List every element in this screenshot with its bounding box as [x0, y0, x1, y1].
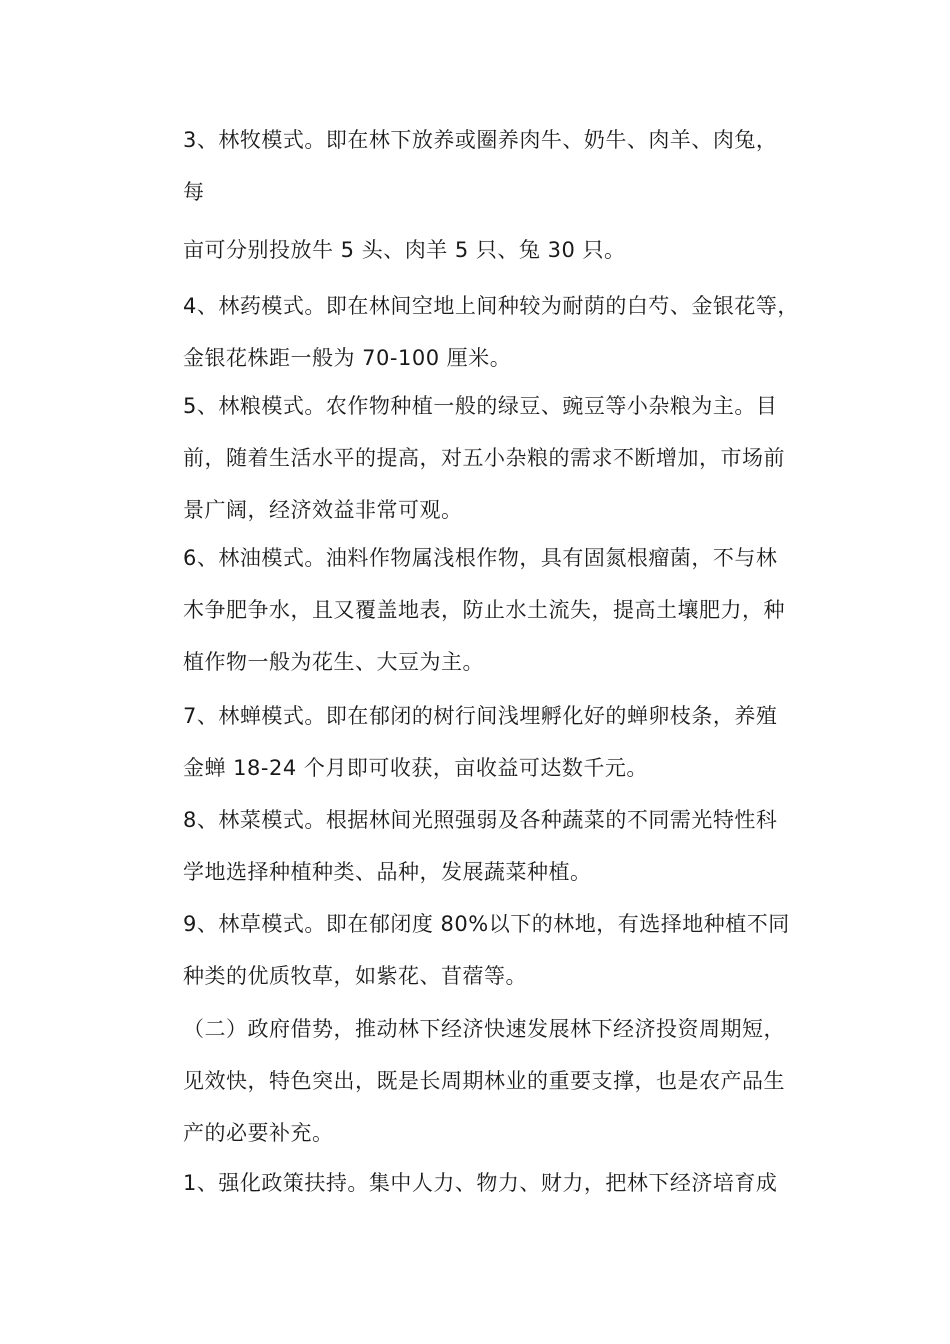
- text-line: 8、林菜模式。根据林间光照强弱及各种蔬菜的不同需光特性科: [183, 808, 778, 832]
- text-line: 每: [183, 180, 205, 204]
- paragraph-forest-cicada: [183, 690, 823, 794]
- text-line: 景广阔，经济效益非常可观。: [183, 498, 463, 522]
- paragraph-government-support: [183, 1003, 823, 1159]
- paragraph-policy-support: [183, 1157, 823, 1209]
- text-line: 6、林油模式。油料作物属浅根作物，具有固氮根瘤菌，不与林: [183, 546, 778, 570]
- text-line: 3、林牧模式。即在林下放养或圈养肉牛、奶牛、肉羊、肉兔，: [183, 128, 778, 152]
- text-line: 见效快，特色突出，既是长周期林业的重要支撑，也是农产品生: [183, 1069, 785, 1093]
- text-line: 7、林蝉模式。即在郁闭的树行间浅埋孵化好的蝉卵枝条，养殖: [183, 704, 778, 728]
- text-line: 9、林草模式。即在郁闭度 80%以下的林地，有选择地种植不同: [183, 912, 790, 936]
- text-line: 植作物一般为花生、大豆为主。: [183, 650, 484, 674]
- text-line: 木争肥争水，且又覆盖地表，防止水土流失，提高土壤肥力，种: [183, 598, 785, 622]
- text-line: 金银花株距一般为 70-100 厘米。: [183, 346, 512, 370]
- paragraph-forest-livestock: [183, 114, 823, 218]
- paragraph-forest-medicine: [183, 280, 823, 384]
- paragraph-forest-grass: [183, 898, 823, 1002]
- paragraph-forest-grain: [183, 380, 823, 536]
- text-line: 金蝉 18-24 个月即可收获，亩收益可达数千元。: [183, 756, 648, 780]
- text-line: 亩可分别投放牛 5 头、肉羊 5 只、兔 30 只。: [183, 238, 626, 262]
- paragraph-forest-vegetable: [183, 794, 823, 898]
- text-line: 产的必要补充。: [183, 1121, 334, 1145]
- paragraph-livestock-quantity: [183, 224, 823, 276]
- text-line: （二）政府借势，推动林下经济快速发展林下经济投资周期短，: [183, 1017, 785, 1041]
- text-line: 种类的优质牧草，如紫花、苜蓿等。: [183, 964, 527, 988]
- text-line: 前，随着生活水平的提高，对五小杂粮的需求不断增加，市场前: [183, 446, 785, 470]
- text-line: 4、林药模式。即在林间空地上间种较为耐荫的白芍、金银花等，: [183, 294, 799, 318]
- text-line: 学地选择种植种类、品种，发展蔬菜种植。: [183, 860, 592, 884]
- text-line: 5、林粮模式。农作物种植一般的绿豆、豌豆等小杂粮为主。目: [183, 394, 778, 418]
- paragraph-forest-oil: [183, 532, 823, 688]
- text-line: 1、强化政策扶持。集中人力、物力、财力，把林下经济培育成: [183, 1171, 778, 1195]
